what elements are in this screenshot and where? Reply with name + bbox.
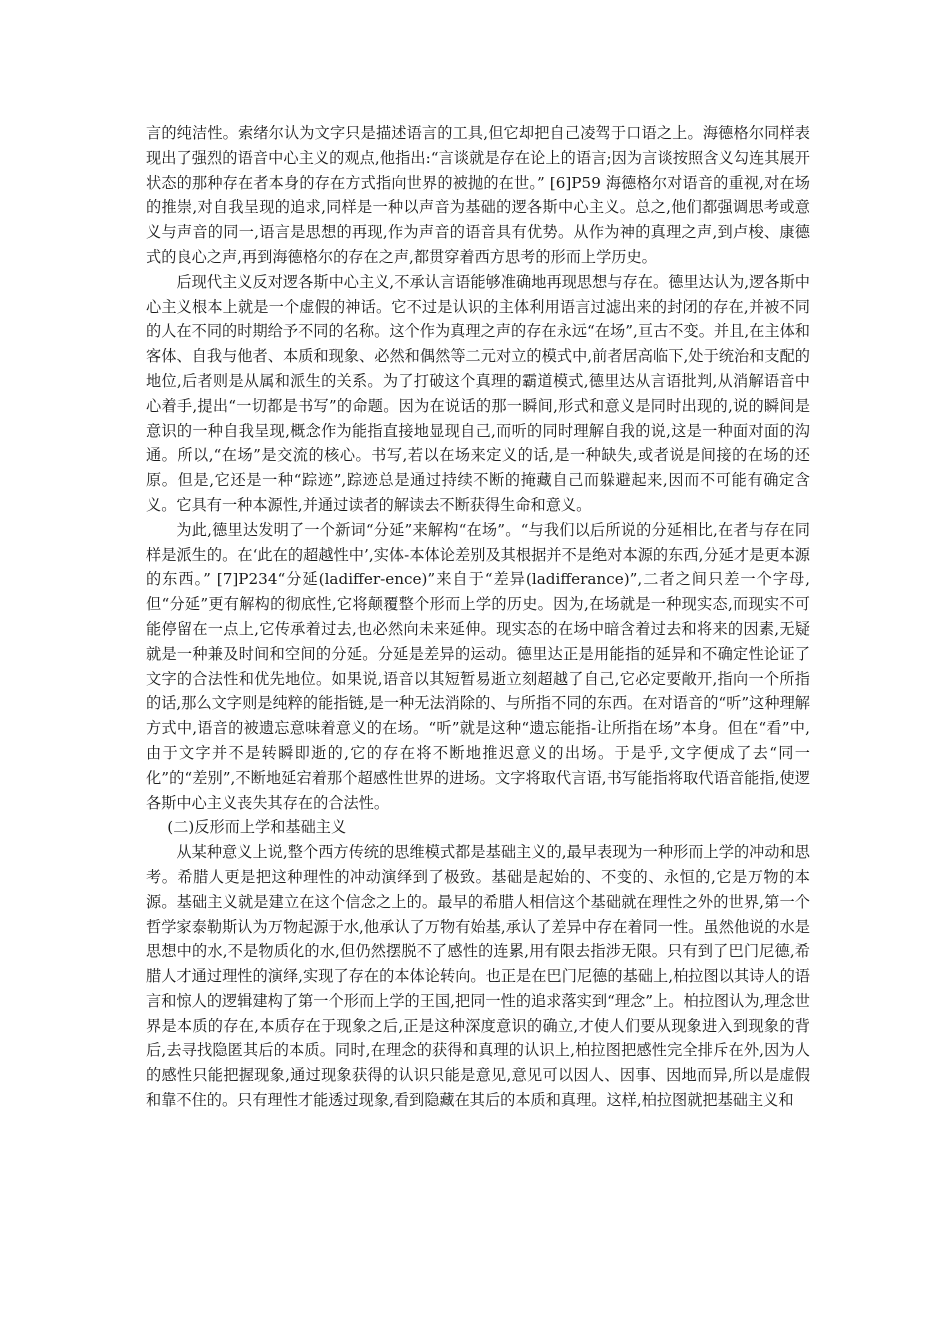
paragraph-foundationalism: 从某种意义上说,整个西方传统的思维模式都是基础主义的,最早表现为一种形而上学的冲动和思考。希腊人更是把这种理性的冲动演绎到了极致。基础是起始的、不变的、永恒的,它是万物的本源。基础主义就是建立在这个信念之上的。最早的希腊人相信这个基础就在理性之外的世界,第一个哲学家泰勒斯认为万物起源于水,他承认了万物有始基,承认了差异中存在着同一性。虽然他说的水是思想中的水,不是物质化的水,但仍然摆脱不了感性的连累,用有限去指涉无限。只有到了巴门尼德,希腊人才通过理性的演绎,实现了存在的本体论转向。也正是在巴门尼德的基础上,柏拉图以其诗人的语言和惊人的逻辑建构了第一个形而上学的王国,把同一性的追求落实到“理念”上。柏拉图认为,理念世界是本质的存在,本质存在于现象之后,正是这种深度意识的确立,才使人们要从现象进入到现象的背后,去寻找隐匿其后的本质。同时,在理念的获得和真理的认识上,柏拉图把感性完全排斥在外,因为人的感性只能把握现象,通过现象获得的认识只能是意见,意见可以因人、因事、因地而异,所以是虚假和靠不住的。只有理性才能透过现象,看到隐藏在其后的本质和真理。这样,柏拉图就把基础主义和 (146, 843, 810, 1110)
body-text (146, 121, 810, 1113)
paragraph-postmodernism: 后现代主义反对逻各斯中心主义,不承认言语能够准确地再现思想与存在。德里达认为,逻各斯中心主义根本上就是一个虚假的神话。它不过是认识的主体利用语言过滤出来的封闭的存在,并被不同的人在不同的时期给予不同的名称。这个作为真理之声的存在永远“在场”,亘古不变。并且,在主体和客体、自我与他者、本质和现象、必然和偶然等二元对立的模式中,前者居高临下,处于统治和支配的地位,后者则是从属和派生的关系。为了打破这个真理的霸道模式,德里达从言语批判,从消解语音中心着手,提出“一切都是书写”的命题。因为在说话的那一瞬间,形式和意义是同时出现的,说的瞬间是意识的一种自我呈现,概念作为能指直接地显现自己,而听的同时理解自我的说,这是一种面对面的沟通。所以,“在场”是交流的核心。书写,若以在场来定义的话,是一种缺失,或者说是间接的在场的还原。但是,它还是一种“踪迹”,踪迹总是通过持续不断的掩藏自己而躲避起来,因而不可能有确定含义。它具有一种本源性,并通过读者的解读去不断获得生命和意义。 (146, 272, 810, 514)
paragraph-differance: 为此,德里达发明了一个新词“分延”来解构“在场”。“与我们以后所说的分延相比,在者与存在同样是派生的。在‘此在的超越性中’,实体-本体论差别及其根据并不是绝对本源的东西,分延才是更本源的东西。” [7]P234“分延(ladiffer-ence)”来自于“差异(ladifferance)”,二者之间只差一个字母,但“分延”更有解构的彻底性,它将颠覆整个形而上学的历史。因为,在场就是一种现实态,而现实不可能停留在一点上,它传承着过去,也必然向未来延伸。现实态的在场中暗含着过去和将来的因素,无疑就是一种兼及时间和空间的分延。分延是差异的运动。德里达正是用能指的延异和不确定性论证了文字的合法性和优先地位。如果说,语音以其短暂易逝立刻超越了自己,它必定要敞开,指向一个所指的话,那么文字则是纯粹的能指链,是一种无法消除的、与所指不同的东西。在对语音的“听”这种理解方式中,语音的被遗忘意味着意义的在场。“听”就是这种“遗忘能指-让所指在场”本身。但在“看”中,由于文字并不是转瞬即逝的,它的存在将不断地推迟意义的出场。于是乎,文字便成了去“同一化”的“差别”,不断地延宕着那个超感性世界的进场。文字将取代言语,书写能指将取代语音能指,使逻各斯中心主义丧失其存在的合法性。 (146, 520, 810, 812)
paragraph-continued: 言的纯洁性。索绪尔认为文字只是描述语言的工具,但它却把自己凌驾于口语之上。海德格尔同样表现出了强烈的语音中心主义的观点,他指出:“言谈就是存在论上的语言;因为言谈按照含义勾连其展开状态的那种存在者本身的存在方式指向世界的被抛的在世。” [6]P59 海德格尔对语音的重视,对在场的推崇,对自我呈现的追求,同样是一种以声音为基础的逻各斯中心主义。总之,他们都强调思考或意义与声音的同一,语言是思想的再现,作为声音的语音具有优势。从作为神的真理之声,到卢梭、康德式的良心之声,再到海德格尔的存在之声,都贯穿着西方思考的形而上学历史。 (146, 124, 810, 266)
section-heading: (二)反形而上学和基础主义 (167, 818, 347, 837)
